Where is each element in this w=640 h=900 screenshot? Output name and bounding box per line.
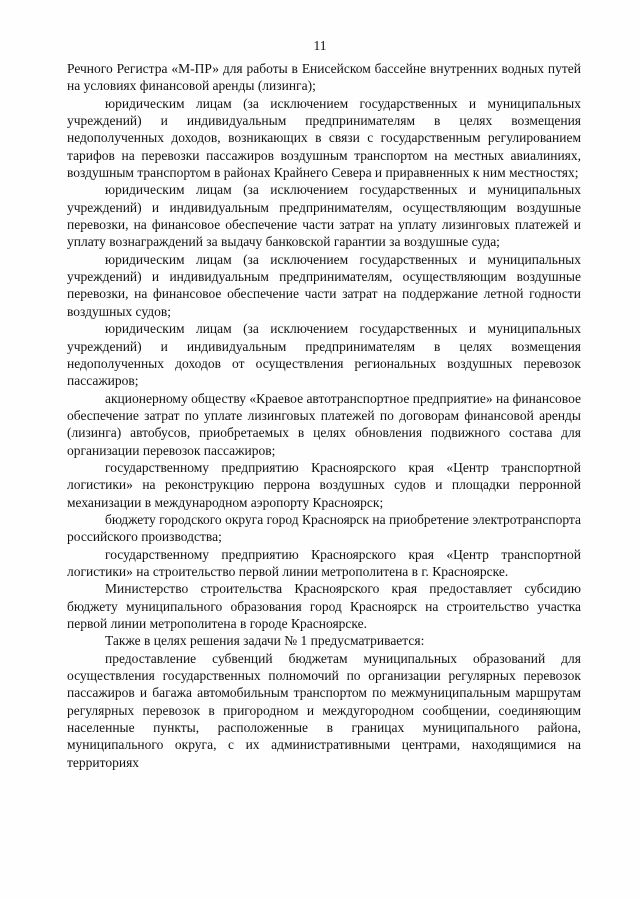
paragraph-aircraft-leasing: юридическим лицам (за исключением государственных и муниципальных учреждений) и индивидуальным предпринимателям, осуществляющим воздушные перевозки, на финансовое обеспечение части затрат на уплату лизинговых платежей и уплату вознаграждений за выдачу банковской гарантии за воздушные суда; — [67, 182, 581, 250]
document-body — [67, 60, 581, 771]
paragraph-bus-leasing: акционерному обществу «Краевое автотранспортное предприятие» на финансовое обеспечение затрат по уплате лизинговых платежей по договорам финансовой аренды (лизинга) автобусов, приобретаемых в целях обновления подвижного состава для организации перевозок пассажиров; — [67, 390, 581, 458]
page-number: 11 — [313, 38, 327, 53]
paragraph-airport-apron: государственному предприятию Красноярского края «Центр транспортной логистики» на реконструкцию перрона воздушных судов и площадки перронной механизации в международном аэропорту Красноярск; — [67, 459, 581, 510]
paragraph-regional-air-transport: юридическим лицам (за исключением государственных и муниципальных учреждений) и индивидуальным предпринимателям в целях возмещения недополученных доходов от осуществления региональных воздушных перевозок пассажиров; — [67, 321, 581, 389]
paragraph-ministry-subsidy: Министерство строительства Красноярского края предоставляет субсидию бюджету муниципального образования город Красноярск на строительство участка первой линии метрополитена в городе Красноярске. — [67, 581, 581, 631]
paragraph-metro-construction: государственному предприятию Красноярского края «Центр транспортной логистики» на строительство первой линии метрополитена в г. Красноярске. — [67, 546, 581, 579]
paragraph-aircraft-airworthiness: юридическим лицам (за исключением государственных и муниципальных учреждений) и индивидуальным предпринимателям, осуществляющим воздушные перевозки, на финансовое обеспечение части затрат на поддержание летной годности воздушных судов; — [67, 251, 581, 319]
paragraph-task-intro: Также в целях решения задачи № 1 предусматривается: — [105, 633, 425, 649]
paragraph-airline-tariff-compensation: юридическим лицам (за исключением государственных и муниципальных учреждений) и индивидуальным предпринимателям в целях возмещения недополученных доходов, возникающих в связи с государственным регулированием тарифов на перевозки пассажиров воздушным транспортом на местных авиалиниях, воздушным транспортом в районах Крайнего Севера и приравненных к ним местностях; — [67, 95, 581, 181]
paragraph-continuation: Речного Регистра «М-ПР» для работы в Енисейском бассейне внутренних водных путей на условиях финансовой аренды (лизинга); — [67, 61, 581, 94]
paragraph-electric-transport: бюджету городского округа город Красноярск на приобретение электротранспорта российского производства; — [67, 511, 581, 545]
paragraph-municipal-subventions: предоставление субвенций бюджетам муниципальных образований для осуществления государственных полномочий по организации регулярных перевозок пассажиров и багажа автомобильным транспортом по межмуниципальным маршрутам регулярных перевозок в пригородном и междугородном сообщении, соединяющим населенные пункты, расположенные в границах муниципального района, муниципального округа, с их административными центрами, находящимися на территориях — [67, 650, 581, 770]
